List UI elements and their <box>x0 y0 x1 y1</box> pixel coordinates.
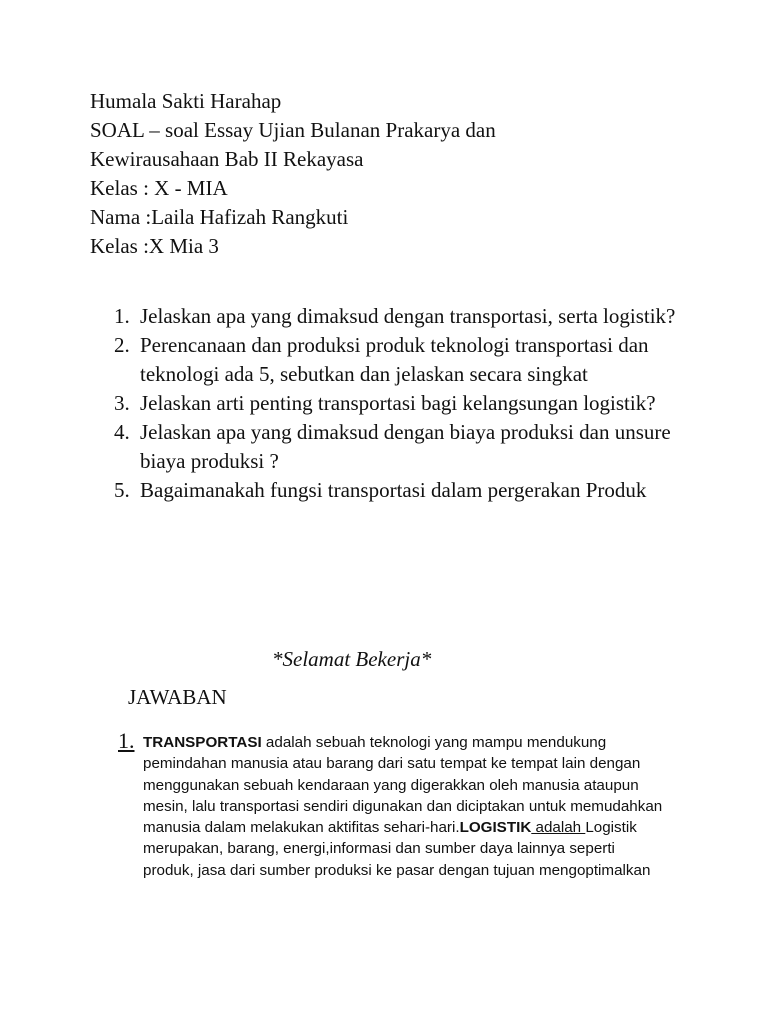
answer-term-logistik: LOGISTIK <box>459 819 532 837</box>
answer-body <box>143 732 663 881</box>
question-text: Jelaskan apa yang dimaksud dengan biaya produksi dan unsure biaya produksi ? <box>140 420 671 473</box>
question-number: 5. <box>114 478 130 502</box>
exam-title-line-2: Kewirausahaan Bab II Rekayasa <box>90 147 364 171</box>
author-name: Humala Sakti Harahap <box>90 89 282 113</box>
answer-text-logistik: Logistik merupakan, barang, energi,informasi dan sumber daya lainnya seperti produk, jasa dari sumber produksi ke pasar dengan tujuan mengoptimalkan <box>143 819 651 879</box>
question-item <box>114 331 714 389</box>
question-text: Perencanaan dan produksi produk teknologi transportasi dan teknologi ada 5, sebutkan dan jelaskan secara singkat <box>140 333 649 386</box>
document-header <box>90 87 730 261</box>
answers-heading: JAWABAN <box>128 685 227 709</box>
question-item <box>114 418 714 476</box>
question-text: Jelaskan apa yang dimaksud dengan transportasi, serta logistik? <box>140 304 676 328</box>
class-line: Kelas : X - MIA <box>90 176 228 200</box>
question-number: 3. <box>114 391 130 415</box>
answer-underlined-adalah: adalah <box>531 819 586 837</box>
question-text: Jelaskan arti penting transportasi bagi kelangsungan logistik? <box>140 391 656 415</box>
question-list <box>114 302 714 505</box>
question-number: 2. <box>114 333 130 357</box>
answer-text-transportasi: adalah sebuah teknologi yang mampu mendukung pemindahan manusia atau barang dari satu tempat ke tempat lain dengan menggunakan sebuah kendaraan yang digerakkan oleh manusia ataupun mesin, lalu transportasi sendiri digunakan dan diciptakan untuk memudahkan manusia dalam melakukan aktifitas sehari-hari. <box>143 734 663 837</box>
student-name-line: Nama :Laila Hafizah Rangkuti <box>90 205 349 229</box>
exam-title-line-1: SOAL – soal Essay Ujian Bulanan Prakarya dan <box>90 118 496 142</box>
question-item <box>114 389 714 418</box>
question-text: Bagaimanakah fungsi transportasi dalam pergerakan Produk <box>140 478 647 502</box>
closing-note: *Selamat Bekerja* <box>272 647 432 671</box>
answer-term-transportasi: TRANSPORTASI <box>143 734 262 751</box>
question-item <box>114 476 714 505</box>
question-item <box>114 302 714 331</box>
question-number: 1. <box>114 304 130 328</box>
student-class-line: Kelas :X Mia 3 <box>90 234 219 258</box>
question-number: 4. <box>114 420 130 444</box>
answer-number: 1. <box>118 728 135 753</box>
